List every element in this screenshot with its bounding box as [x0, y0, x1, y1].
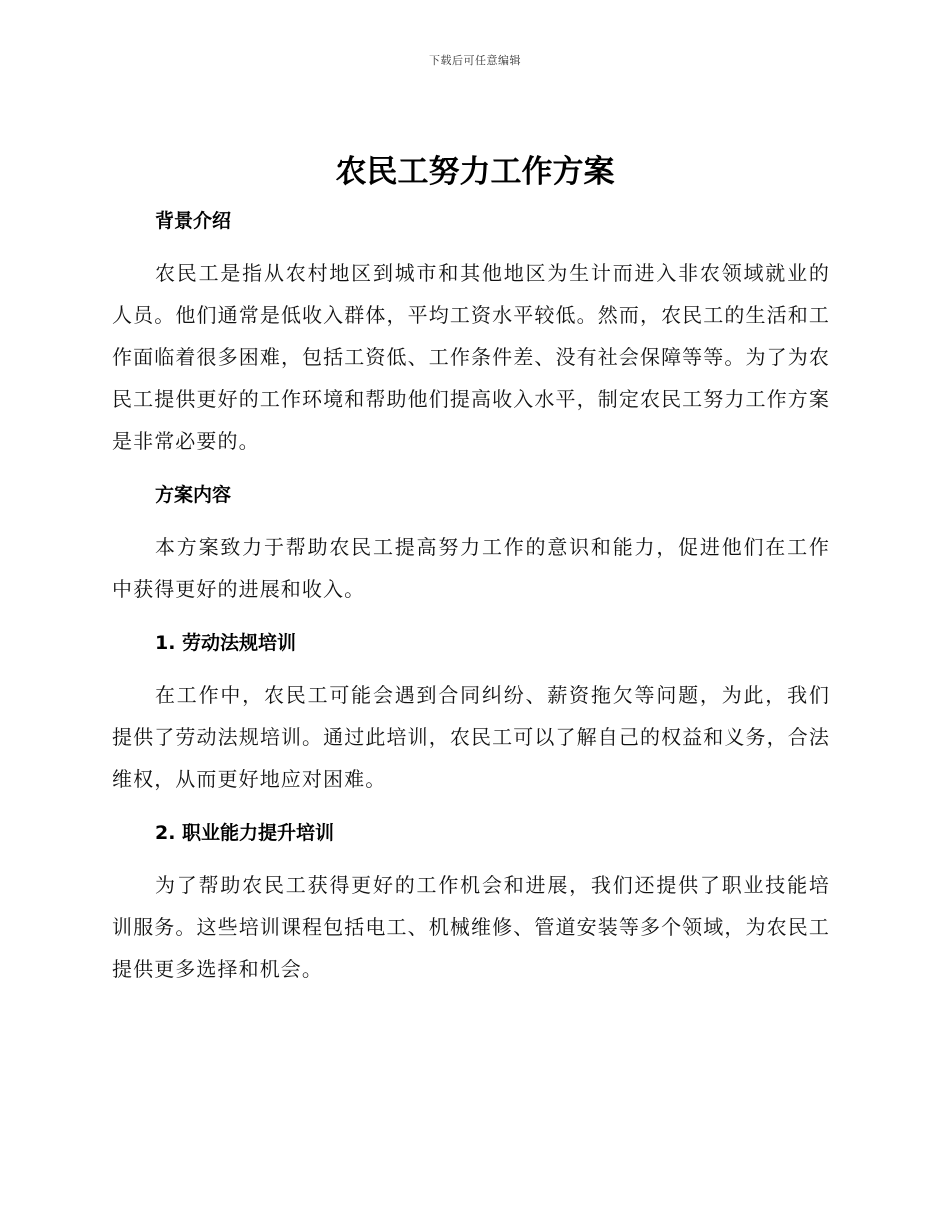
- document-body: [112, 200, 830, 990]
- section-paragraph-plan-content: 本方案致力于帮助农民工提高努力工作的意识和能力，促进他们在工作中获得更好的进展和收入。: [112, 535, 830, 601]
- section-heading-skills-training: 2. 职业能力提升培训: [155, 822, 335, 844]
- section-paragraph-skills-training: 为了帮助农民工获得更好的工作机会和进展，我们还提供了职业技能培训服务。这些培训课程包括电工、机械维修、管道安装等多个领域，为农民工提供更多选择和机会。: [112, 873, 830, 981]
- section-heading-labor-law-training: 1. 劳动法规培训: [155, 632, 297, 654]
- section-heading-background: 背景介绍: [155, 210, 232, 232]
- page-header-note: 下载后可任意编辑: [429, 54, 521, 67]
- section-paragraph-labor-law-training: 在工作中，农民工可能会遇到合同纠纷、薪资拖欠等问题，为此，我们提供了劳动法规培训。通过此培训，农民工可以了解自己的权益和义务，合法维权，从而更好地应对困难。: [112, 683, 830, 791]
- section-paragraph-background: 农民工是指从农村地区到城市和其他地区为生计而进入非农领域就业的人员。他们通常是低收入群体，平均工资水平较低。然而，农民工的生活和工作面临着很多困难，包括工资低、工作条件差、没有社会保障等等。为了为农民工提供更好的工作环境和帮助他们提高收入水平，制定农民工努力工作方案是非常必要的。: [112, 261, 830, 453]
- document-title: 农民工努力工作方案: [335, 154, 615, 190]
- section-heading-plan-content: 方案内容: [155, 484, 232, 506]
